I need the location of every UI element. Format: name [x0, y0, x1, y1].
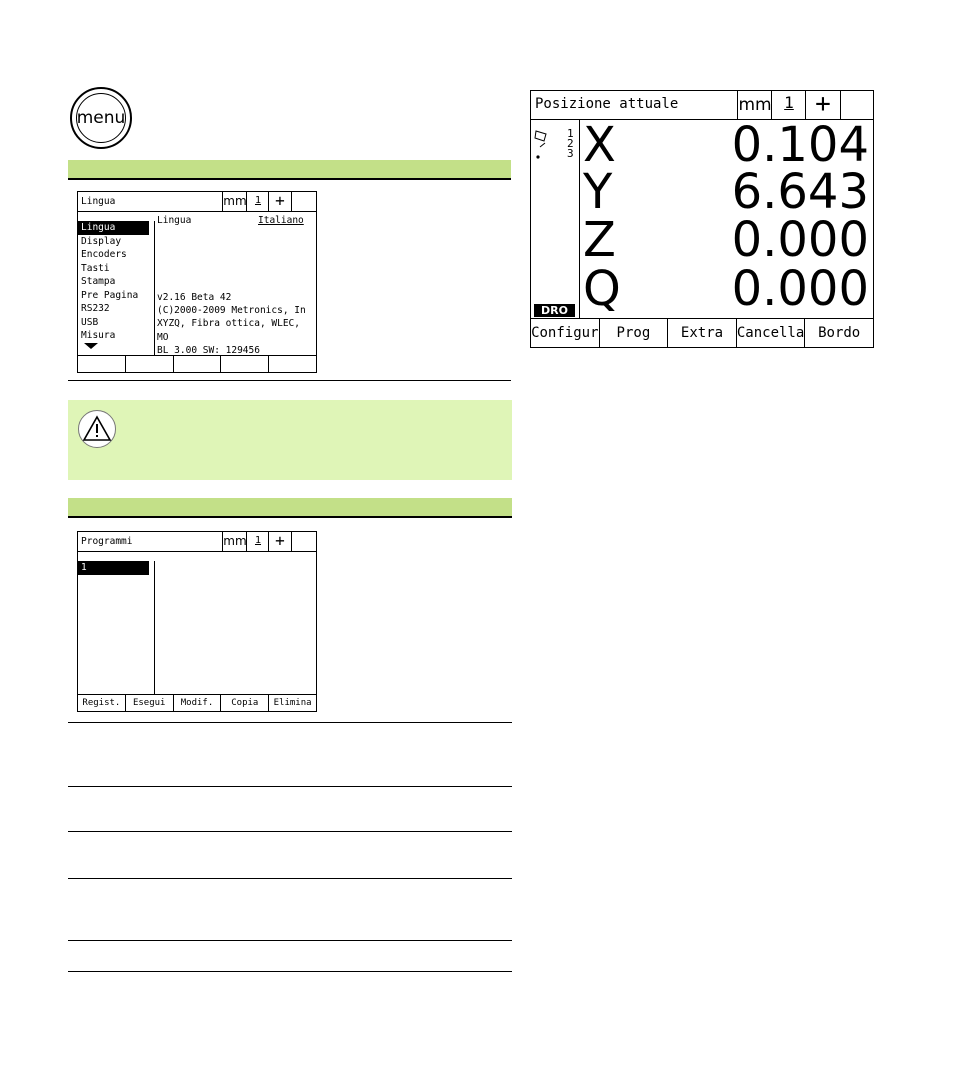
axis-label-y: Y — [583, 164, 613, 220]
softkey-cancella[interactable]: Cancella — [737, 319, 806, 347]
menu-item-pre-pagina[interactable]: Pre Pagina — [81, 289, 139, 301]
programs-screen — [77, 531, 317, 712]
axis-value-y: 6.643 — [731, 164, 869, 220]
unit-indicator: mm — [222, 532, 247, 551]
info-line: XYZQ, Fibra ottica, WLEC, — [157, 318, 300, 330]
unit-indicator: mm — [737, 91, 772, 119]
menu-item-display[interactable]: Display — [81, 235, 122, 247]
softkey-3[interactable] — [174, 356, 222, 372]
softkey-4[interactable] — [221, 356, 269, 372]
softkey-copia[interactable]: Copia — [221, 695, 269, 711]
menu-key-icon — [70, 87, 132, 149]
table-row-divider — [68, 786, 512, 787]
crosshair-icon: + — [805, 91, 841, 119]
side-number: 2 — [567, 137, 574, 150]
axis-value-z: 0.000 — [731, 212, 869, 268]
info-line: (C)2000-2009 Metronics, In — [157, 305, 306, 317]
divider — [68, 380, 511, 381]
warning-note — [68, 400, 512, 480]
axis-label-q: Q — [583, 261, 621, 317]
menu-item-lingua[interactable]: Lingua — [78, 221, 149, 235]
scroll-down-icon[interactable] — [78, 343, 154, 353]
menu-item-rs232[interactable]: RS232 — [81, 303, 110, 314]
language-field-value[interactable]: Italiano — [258, 215, 304, 226]
dro-side-column — [531, 119, 580, 319]
info-line: MO — [157, 331, 169, 343]
datum-indicator: 1 — [771, 91, 806, 119]
screen-title: Programmi — [81, 536, 133, 547]
program-item[interactable]: 1 — [78, 561, 149, 575]
crosshair-icon: + — [268, 532, 292, 551]
softkey-1[interactable] — [78, 356, 126, 372]
softkey-configur[interactable]: Configur — [531, 319, 600, 347]
side-number: 3 — [567, 147, 574, 160]
menu-item-tasti[interactable]: Tasti — [81, 262, 110, 274]
axis-value-q: 0.000 — [731, 261, 869, 317]
warning-icon — [78, 410, 116, 448]
screen-title-bar — [78, 532, 316, 552]
table-row-divider — [68, 971, 512, 972]
menu-item-misura[interactable]: Misura — [81, 330, 116, 341]
table-row-divider — [68, 878, 512, 879]
crosshair-icon: + — [268, 192, 292, 211]
setup-menu-list — [78, 221, 155, 355]
unit-indicator: mm — [222, 192, 247, 211]
screen-title: Lingua — [81, 196, 116, 207]
softkey-extra[interactable]: Extra — [668, 319, 737, 347]
table-row-divider — [68, 831, 512, 832]
softkey-2[interactable] — [126, 356, 174, 372]
datum-number-stack — [567, 129, 574, 159]
table-row-divider — [68, 722, 512, 723]
section-header-bar — [68, 498, 512, 518]
info-line: BL 3.00 SW: 129456 — [157, 344, 260, 356]
screen-title-bar — [78, 192, 316, 212]
side-number: 1 — [567, 127, 574, 140]
dro-softkey-bar — [531, 318, 873, 347]
axis-label-x: X — [583, 117, 616, 173]
axis-value-x: 0.104 — [731, 117, 869, 173]
language-screen — [77, 191, 317, 373]
table-row-divider — [68, 940, 512, 941]
menu-item-encoders[interactable]: Encoders — [81, 249, 127, 260]
softkey-esegui[interactable]: Esegui — [126, 695, 174, 711]
menu-item-stampa[interactable]: Stampa — [81, 276, 116, 287]
axis-label-z: Z — [583, 212, 616, 268]
datum-indicator: 1 — [246, 192, 269, 211]
softkey-prog[interactable]: Prog — [600, 319, 669, 347]
datum-indicator: 1 — [246, 532, 269, 551]
dro-title: Posizione attuale — [535, 96, 679, 112]
dro-mode-badge: DRO — [534, 304, 575, 317]
dro-title-bar — [531, 91, 873, 120]
menu-key-label: menu — [76, 93, 126, 143]
system-info — [157, 291, 317, 357]
section-header-bar — [68, 160, 511, 180]
info-line: v2.16 Beta 42 — [157, 292, 232, 303]
dro-screen — [530, 90, 874, 348]
softkey-regist[interactable]: Regist. — [78, 695, 126, 711]
menu-item-usb[interactable]: USB — [81, 316, 99, 328]
softkey-bordo[interactable]: Bordo — [818, 325, 861, 341]
softkey-modif[interactable]: Modif. — [174, 695, 222, 711]
softkey-elimina[interactable]: Elimina — [273, 698, 312, 708]
softkey-5[interactable] — [269, 356, 316, 372]
probe-icon — [534, 129, 550, 163]
softkey-bar — [78, 694, 316, 711]
program-list — [78, 561, 155, 694]
language-field-label: Lingua — [157, 215, 192, 226]
softkey-bar — [78, 355, 316, 372]
